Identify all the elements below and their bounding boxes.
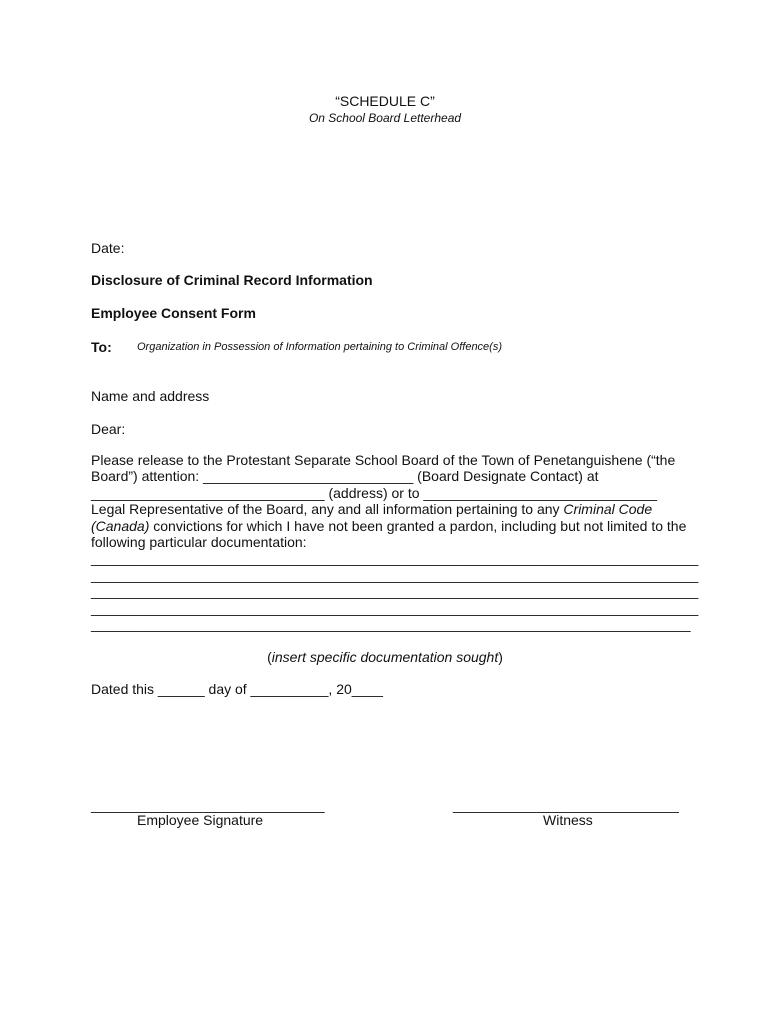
paragraph-line xyxy=(91,518,691,534)
disclosure-title: Disclosure of Criminal Record Information xyxy=(91,272,373,288)
paragraph-line: Board”) attention: ___________________________ (Board Designate Contact) at xyxy=(91,468,599,485)
paragraph-text: convictions for which I have not been granted a pardon, including but not limited to the xyxy=(149,517,687,534)
documentation-sought-note xyxy=(0,649,770,665)
release-paragraph xyxy=(91,452,699,633)
paragraph-line: ______________________________ (address) or to ______________________________ xyxy=(91,484,657,501)
blank-line: ______________________________________________________________________________ xyxy=(91,583,699,600)
dated-line: Dated this ______ day of __________, 20____ xyxy=(91,681,383,697)
documentation-sought-text: insert specific documentation sought xyxy=(271,649,499,665)
blank-line: ______________________________________________________________________________ xyxy=(91,566,699,583)
paren-close: ) xyxy=(498,649,503,665)
paren-open: ( xyxy=(267,649,272,665)
canada-term: (Canada) xyxy=(91,517,150,534)
blank-line: ______________________________________________________________________________ xyxy=(91,550,699,567)
to-label: To: xyxy=(91,339,112,355)
criminal-code-term: Criminal Code xyxy=(563,501,653,518)
paragraph-line xyxy=(91,501,691,517)
name-and-address: Name and address xyxy=(91,388,210,404)
employee-signature-line: ______________________________ xyxy=(91,797,325,813)
letterhead-note: On School Board Letterhead xyxy=(308,111,462,125)
blank-line: ______________________________________________________________________________ xyxy=(91,599,699,616)
blank-line: _____________________________________________________________________________ xyxy=(91,616,691,633)
to-value: Organization in Possession of Information pertaining to Criminal Offence(s) xyxy=(137,341,503,353)
date-label: Date: xyxy=(91,240,125,256)
paragraph-text: Legal Representative of the Board, any and all information pertaining to any xyxy=(91,501,564,518)
consent-title: Employee Consent Form xyxy=(91,305,256,321)
paragraph-line: following particular documentation: xyxy=(91,534,307,551)
paragraph-line: Please release to the Protestant Separate School Board of the Town of Penetanguishene (“the xyxy=(91,452,676,468)
schedule-title: “SCHEDULE C” xyxy=(335,93,435,109)
salutation: Dear: xyxy=(91,421,126,437)
witness-signature-line: _____________________________ xyxy=(453,797,679,813)
witness-label: Witness xyxy=(543,812,593,828)
employee-signature-label: Employee Signature xyxy=(137,812,264,828)
